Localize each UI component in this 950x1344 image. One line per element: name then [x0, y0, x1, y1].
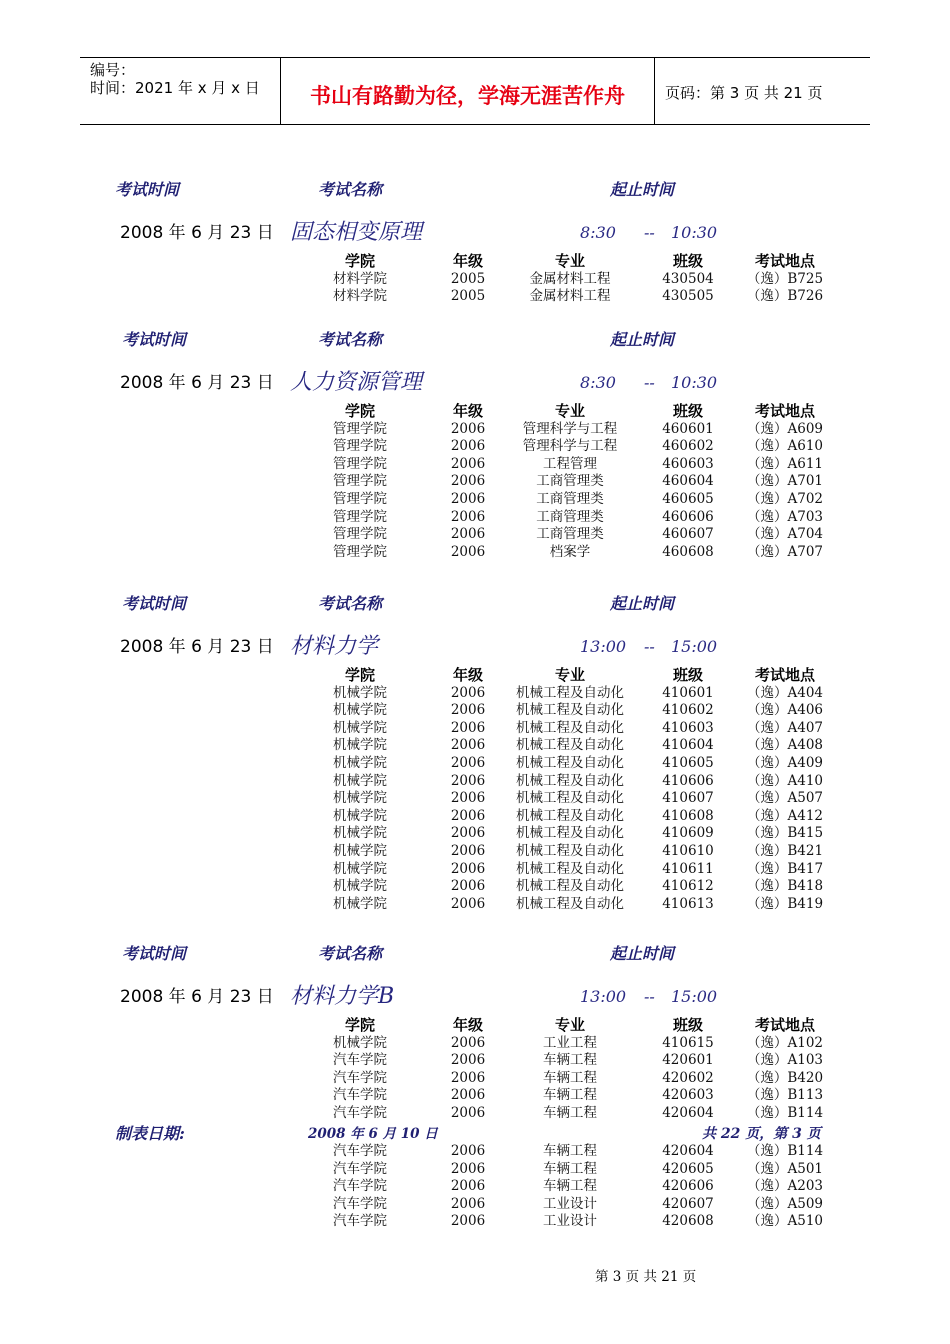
start-time: 8:30	[580, 373, 616, 392]
cell-college: 汽车学院	[333, 1104, 387, 1121]
column-header-row	[294, 667, 824, 685]
table-row	[294, 544, 824, 562]
cell-class: 410607	[662, 790, 714, 807]
doc-time-label: 时间：2021 年 x 月 x 日	[90, 79, 260, 97]
motto: 书山有路勤为径，学海无涯苦作舟	[310, 84, 625, 108]
table-row	[294, 1196, 824, 1214]
cell-class: 410601	[662, 684, 714, 701]
exam-time-label: 考试时间	[122, 330, 187, 349]
cell-location: （逸）A409	[746, 754, 824, 771]
cell-class: 420603	[662, 1087, 714, 1104]
cell-major: 金属材料工程	[529, 270, 611, 287]
exam-time-label: 考试时间	[122, 944, 187, 963]
cell-location: （逸）A412	[746, 807, 824, 824]
schedule-table	[294, 403, 824, 561]
cell-major: 管理科学与工程	[522, 420, 618, 437]
cell-college: 机械学院	[333, 719, 387, 736]
column-header-location: 考试地点	[754, 1016, 815, 1034]
page-number-label: 页码：第 3 页 共 21 页	[665, 84, 823, 102]
made-date: 2008 年 6 月 10 日	[308, 1126, 438, 1142]
header-middle-cell	[281, 58, 655, 124]
cell-grade: 2006	[450, 1213, 486, 1230]
cell-major: 车辆工程	[543, 1052, 597, 1069]
cell-college: 材料学院	[333, 288, 387, 305]
table-row	[294, 438, 824, 456]
cell-grade: 2006	[450, 473, 486, 490]
cell-major: 机械工程及自动化	[516, 719, 624, 736]
cell-major: 车辆工程	[543, 1069, 597, 1086]
cell-grade: 2006	[450, 684, 486, 701]
cell-major: 金属材料工程	[529, 288, 611, 305]
cell-grade: 2006	[450, 825, 486, 842]
cell-major: 工商管理类	[536, 490, 604, 507]
cell-class: 410610	[662, 842, 714, 859]
cell-grade: 2006	[450, 490, 486, 507]
made-date-label: 制表日期:	[115, 1124, 185, 1143]
cell-class: 460603	[662, 455, 714, 472]
column-header-grade: 年级	[452, 402, 483, 420]
cell-grade: 2005	[450, 270, 486, 287]
start-time: 13:00	[580, 987, 627, 1006]
time-separator: --	[644, 637, 655, 656]
cell-location: （逸）A501	[746, 1160, 824, 1177]
exam-name-label: 考试名称	[318, 330, 383, 349]
cell-grade: 2006	[450, 508, 486, 525]
cell-grade: 2006	[450, 455, 486, 472]
cell-college: 机械学院	[333, 790, 387, 807]
course-name: 人力资源管理	[290, 370, 423, 395]
cell-location: （逸）A410	[746, 772, 824, 789]
end-time: 15:00	[671, 637, 718, 656]
cell-grade: 2006	[450, 438, 486, 455]
column-header-major: 专业	[554, 1016, 585, 1034]
table-row	[294, 1143, 824, 1161]
table-row	[294, 473, 824, 491]
cell-college: 管理学院	[333, 455, 387, 472]
cell-grade: 2006	[450, 702, 486, 719]
cell-class: 420606	[662, 1178, 714, 1195]
cell-major: 车辆工程	[543, 1160, 597, 1177]
column-header-grade: 年级	[452, 666, 483, 684]
column-header-class: 班级	[672, 666, 703, 684]
cell-location: （逸）A404	[746, 684, 824, 701]
header-left-cell	[80, 58, 281, 124]
column-header-major: 专业	[554, 252, 585, 270]
cell-location: （逸）B725	[746, 270, 824, 287]
cell-grade: 2006	[450, 1069, 486, 1086]
course-name: 固态相变原理	[290, 220, 423, 245]
cell-location: （逸）A702	[746, 490, 824, 507]
table-row	[294, 509, 824, 527]
cell-location: （逸）B417	[746, 860, 824, 877]
cell-college: 管理学院	[333, 473, 387, 490]
cell-major: 工商管理类	[536, 473, 604, 490]
cell-location: （逸）A103	[746, 1052, 824, 1069]
cell-grade: 2006	[450, 1195, 486, 1212]
column-header-college: 学院	[344, 402, 375, 420]
cell-class: 460601	[662, 420, 714, 437]
exam-name-label: 考试名称	[318, 180, 383, 199]
cell-class: 410609	[662, 825, 714, 842]
cell-class: 430504	[662, 270, 714, 287]
cell-college: 机械学院	[333, 825, 387, 842]
cell-class: 410602	[662, 702, 714, 719]
cell-major: 档案学	[549, 543, 591, 560]
start-time: 8:30	[580, 223, 616, 242]
cell-location: （逸）B418	[746, 878, 824, 895]
cell-major: 车辆工程	[543, 1087, 597, 1104]
cell-major: 机械工程及自动化	[516, 790, 624, 807]
cell-college: 管理学院	[333, 490, 387, 507]
time-separator: --	[644, 373, 655, 392]
cell-class: 410605	[662, 754, 714, 771]
cell-class: 420604	[662, 1143, 714, 1159]
exam-date: 2008 年 6 月 23 日	[120, 223, 274, 243]
table-row	[294, 878, 824, 896]
cell-major: 工业设计	[543, 1195, 597, 1212]
cell-college: 机械学院	[333, 737, 387, 754]
table-row	[294, 773, 824, 791]
cell-grade: 2006	[450, 790, 486, 807]
table-row	[294, 1035, 824, 1053]
cell-location: （逸）A703	[746, 508, 824, 525]
table-row	[294, 1070, 824, 1088]
exam-date: 2008 年 6 月 23 日	[120, 373, 274, 393]
exam-info-row	[0, 983, 950, 1011]
table-row	[294, 720, 824, 738]
cell-college: 汽车学院	[333, 1213, 387, 1230]
cell-location: （逸）B419	[746, 895, 824, 912]
cell-major: 机械工程及自动化	[516, 772, 624, 789]
cell-grade: 2006	[450, 860, 486, 877]
cell-location: （逸）B415	[746, 825, 824, 842]
schedule-table	[294, 253, 824, 306]
cell-major: 车辆工程	[543, 1143, 597, 1159]
cell-location: （逸）A509	[746, 1195, 824, 1212]
cell-class: 410615	[662, 1034, 714, 1051]
cell-college: 机械学院	[333, 878, 387, 895]
column-header-row	[294, 403, 824, 421]
cell-major: 机械工程及自动化	[516, 684, 624, 701]
table-row	[294, 1105, 824, 1123]
cell-class: 430505	[662, 288, 714, 305]
cell-college: 汽车学院	[333, 1069, 387, 1086]
table-row	[294, 1213, 824, 1231]
cell-college: 管理学院	[333, 543, 387, 560]
column-header-location: 考试地点	[754, 666, 815, 684]
exam-section	[0, 330, 950, 561]
cell-grade: 2006	[450, 878, 486, 895]
table-row	[294, 755, 824, 773]
course-name: 材料力学	[290, 634, 379, 659]
cell-major: 车辆工程	[543, 1104, 597, 1121]
exam-date: 2008 年 6 月 23 日	[120, 987, 274, 1007]
table-row	[294, 843, 824, 861]
cell-major: 工业工程	[543, 1034, 597, 1051]
cell-class: 460602	[662, 438, 714, 455]
start-end-label: 起止时间	[610, 330, 675, 349]
end-time: 15:00	[671, 987, 718, 1006]
exam-section	[0, 944, 950, 1123]
cell-grade: 2006	[450, 1034, 486, 1051]
cell-major: 工商管理类	[536, 508, 604, 525]
table-page-info: 共 22 页，第 3 页	[702, 1126, 821, 1142]
column-header-class: 班级	[672, 1016, 703, 1034]
exam-name-label: 考试名称	[318, 594, 383, 613]
cell-location: （逸）A609	[746, 420, 824, 437]
exam-section	[0, 180, 950, 306]
table-row	[294, 896, 824, 914]
cell-grade: 2006	[450, 1143, 486, 1159]
exam-info-row	[0, 219, 950, 247]
table-row	[294, 288, 824, 306]
cell-major: 管理科学与工程	[522, 438, 618, 455]
cell-college: 汽车学院	[333, 1052, 387, 1069]
cell-class: 410608	[662, 807, 714, 824]
exam-section	[0, 594, 950, 913]
cell-grade: 2006	[450, 526, 486, 543]
column-header-grade: 年级	[452, 252, 483, 270]
start-time: 13:00	[580, 637, 627, 656]
table-row	[294, 825, 824, 843]
cell-college: 管理学院	[333, 438, 387, 455]
cell-location: （逸）A407	[746, 719, 824, 736]
cell-college: 机械学院	[333, 860, 387, 877]
table-row	[294, 790, 824, 808]
cell-major: 机械工程及自动化	[516, 842, 624, 859]
cell-college: 管理学院	[333, 508, 387, 525]
cell-location: （逸）A408	[746, 737, 824, 754]
table-row	[294, 685, 824, 703]
table-row	[294, 271, 824, 289]
time-separator: --	[644, 223, 655, 242]
cell-college: 汽车学院	[333, 1087, 387, 1104]
exam-date: 2008 年 6 月 23 日	[120, 637, 274, 657]
cell-grade: 2006	[450, 420, 486, 437]
table-row	[294, 808, 824, 826]
cell-college: 机械学院	[333, 754, 387, 771]
cell-class: 420607	[662, 1195, 714, 1212]
start-end-label: 起止时间	[610, 180, 675, 199]
cell-college: 材料学院	[333, 270, 387, 287]
table-row	[294, 1178, 824, 1196]
schedule-table-continued	[294, 1143, 824, 1231]
cell-location: （逸）A701	[746, 473, 824, 490]
page-footer: 第 3 页 共 21 页	[595, 1269, 697, 1285]
start-end-label: 起止时间	[610, 594, 675, 613]
column-header-class: 班级	[672, 252, 703, 270]
cell-major: 机械工程及自动化	[516, 754, 624, 771]
cell-class: 460605	[662, 490, 714, 507]
cell-location: （逸）A510	[746, 1213, 824, 1230]
cell-location: （逸）B114	[746, 1143, 824, 1159]
cell-major: 机械工程及自动化	[516, 737, 624, 754]
cell-major: 机械工程及自动化	[516, 878, 624, 895]
course-name: 材料力学B	[290, 984, 395, 1009]
header-right-cell	[655, 58, 870, 124]
section-heading-row	[0, 594, 950, 614]
cell-class: 460608	[662, 543, 714, 560]
exam-info-row	[0, 369, 950, 397]
cell-major: 机械工程及自动化	[516, 702, 624, 719]
cell-grade: 2006	[450, 772, 486, 789]
cell-grade: 2006	[450, 1087, 486, 1104]
exam-name-label: 考试名称	[318, 944, 383, 963]
cell-grade: 2006	[450, 1052, 486, 1069]
cell-grade: 2006	[450, 1104, 486, 1121]
time-separator: --	[644, 987, 655, 1006]
cell-major: 工商管理类	[536, 526, 604, 543]
table-row	[294, 1161, 824, 1179]
cell-grade: 2006	[450, 543, 486, 560]
column-header-college: 学院	[344, 1016, 375, 1034]
cell-major: 机械工程及自动化	[516, 825, 624, 842]
column-header-college: 学院	[344, 666, 375, 684]
cell-class: 410606	[662, 772, 714, 789]
cell-class: 410604	[662, 737, 714, 754]
cell-class: 410611	[662, 860, 714, 877]
cell-class: 420604	[662, 1104, 714, 1121]
cell-location: （逸）B421	[746, 842, 824, 859]
cell-major: 机械工程及自动化	[516, 807, 624, 824]
table-row	[294, 737, 824, 755]
document-header	[80, 57, 870, 125]
section-heading-row	[0, 944, 950, 964]
cell-class: 410603	[662, 719, 714, 736]
cell-grade: 2006	[450, 807, 486, 824]
column-header-college: 学院	[344, 252, 375, 270]
cell-college: 汽车学院	[333, 1178, 387, 1195]
cell-location: （逸）A704	[746, 526, 824, 543]
cell-class: 420605	[662, 1160, 714, 1177]
cell-college: 机械学院	[333, 895, 387, 912]
exam-time-label: 考试时间	[115, 180, 180, 199]
table-row	[294, 702, 824, 720]
cell-class: 460606	[662, 508, 714, 525]
column-header-grade: 年级	[452, 1016, 483, 1034]
cell-location: （逸）B114	[746, 1104, 824, 1121]
cell-college: 管理学院	[333, 420, 387, 437]
table-row	[294, 421, 824, 439]
cell-class: 420602	[662, 1069, 714, 1086]
cell-college: 汽车学院	[333, 1143, 387, 1159]
doc-number-label: 编号：	[90, 61, 136, 79]
cell-major: 工程管理	[543, 455, 597, 472]
start-end-label: 起止时间	[610, 944, 675, 963]
table-row	[294, 456, 824, 474]
cell-grade: 2005	[450, 288, 486, 305]
end-time: 10:30	[671, 223, 718, 242]
cell-grade: 2006	[450, 842, 486, 859]
cell-location: （逸）A610	[746, 438, 824, 455]
exam-time-label: 考试时间	[122, 594, 187, 613]
cell-class: 420608	[662, 1213, 714, 1230]
cell-college: 机械学院	[333, 807, 387, 824]
column-header-location: 考试地点	[754, 252, 815, 270]
cell-location: （逸）A102	[746, 1034, 824, 1051]
cell-grade: 2006	[450, 1178, 486, 1195]
cell-major: 工业设计	[543, 1213, 597, 1230]
cell-college: 汽车学院	[333, 1195, 387, 1212]
cell-location: （逸）B420	[746, 1069, 824, 1086]
cell-college: 管理学院	[333, 526, 387, 543]
cell-grade: 2006	[450, 895, 486, 912]
table-row	[294, 491, 824, 509]
cell-grade: 2006	[450, 754, 486, 771]
cell-major: 机械工程及自动化	[516, 895, 624, 912]
column-header-row	[294, 253, 824, 271]
table-row	[294, 1052, 824, 1070]
cell-location: （逸）B726	[746, 288, 824, 305]
cell-location: （逸）A406	[746, 702, 824, 719]
cell-class: 410613	[662, 895, 714, 912]
exam-info-row	[0, 633, 950, 661]
cell-college: 汽车学院	[333, 1160, 387, 1177]
cell-grade: 2006	[450, 1160, 486, 1177]
section-heading-row	[0, 180, 950, 200]
cell-college: 机械学院	[333, 842, 387, 859]
schedule-table	[294, 667, 824, 913]
cell-class: 410612	[662, 878, 714, 895]
section-heading-row	[0, 330, 950, 350]
cell-college: 机械学院	[333, 772, 387, 789]
table-footer-note	[0, 1123, 950, 1145]
column-header-class: 班级	[672, 402, 703, 420]
table-row	[294, 861, 824, 879]
cell-location: （逸）A507	[746, 790, 824, 807]
cell-grade: 2006	[450, 719, 486, 736]
column-header-row	[294, 1017, 824, 1035]
cell-college: 机械学院	[333, 684, 387, 701]
cell-major: 车辆工程	[543, 1178, 597, 1195]
cell-class: 460604	[662, 473, 714, 490]
table-row	[294, 1087, 824, 1105]
cell-location: （逸）A203	[746, 1178, 824, 1195]
cell-major: 机械工程及自动化	[516, 860, 624, 877]
column-header-major: 专业	[554, 402, 585, 420]
cell-college: 机械学院	[333, 1034, 387, 1051]
cell-location: （逸）A707	[746, 543, 824, 560]
column-header-major: 专业	[554, 666, 585, 684]
cell-location: （逸）A611	[746, 455, 824, 472]
table-row	[294, 526, 824, 544]
cell-class: 420601	[662, 1052, 714, 1069]
cell-class: 460607	[662, 526, 714, 543]
column-header-location: 考试地点	[754, 402, 815, 420]
cell-college: 机械学院	[333, 702, 387, 719]
schedule-table	[294, 1017, 824, 1123]
end-time: 10:30	[671, 373, 718, 392]
cell-grade: 2006	[450, 737, 486, 754]
cell-location: （逸）B113	[746, 1087, 824, 1104]
